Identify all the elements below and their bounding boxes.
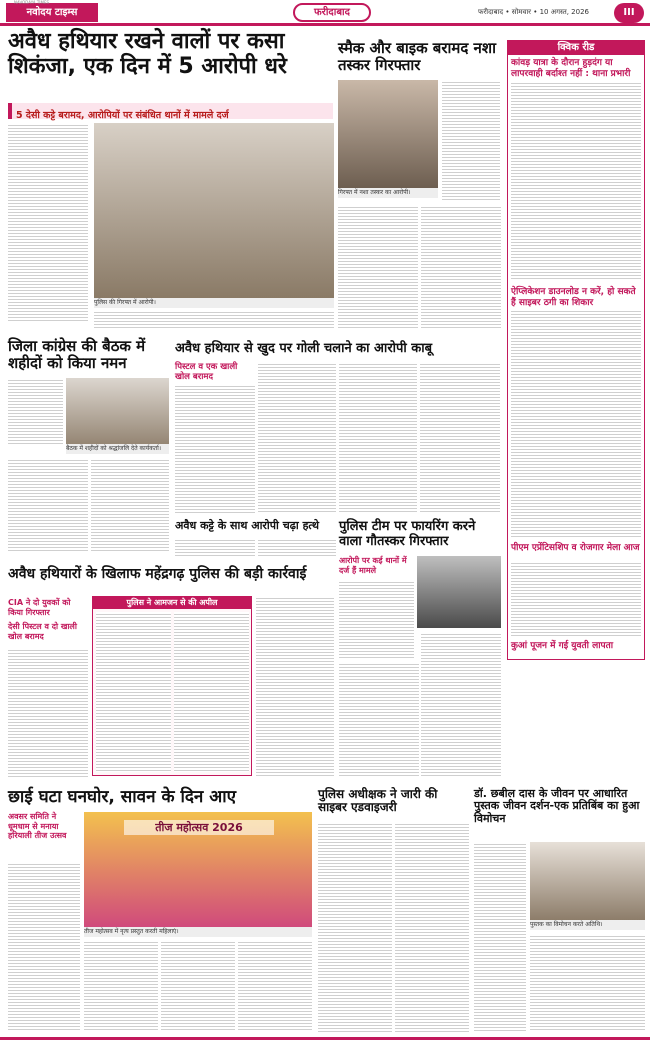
mahendragarh-box-body-b [174, 612, 249, 772]
firing-body-c [421, 632, 501, 777]
mahendragarh-box [92, 596, 252, 776]
brand-logo [6, 3, 98, 22]
rain-body-a [8, 862, 80, 1032]
mahendragarh-box-body-a [96, 612, 171, 772]
mahendragarh-box-title: पुलिस ने आमजन से की अपील [93, 597, 251, 609]
smack-photo [338, 80, 438, 188]
kattu-body-b [258, 538, 336, 556]
quick-read-item3: पीएम एप्रेंटिसशिप व रोजगार मेला आज [511, 543, 640, 553]
congress-body-b [8, 458, 88, 553]
book-photo [530, 842, 645, 920]
book-body-a [474, 842, 526, 1032]
congress-photo-caption: बैठक में शहीदों को श्रद्धांजलि देते कार्यकर्ता। [66, 444, 169, 454]
mahendragarh-body-b [256, 596, 334, 776]
congress-photo [66, 378, 169, 444]
smack-body-b [338, 205, 418, 330]
firing-photo [417, 556, 501, 628]
lead-body-row [94, 310, 334, 330]
brand-name: नवोदय टाइम्स [26, 7, 78, 18]
lead-subhead: 5 देसी कट्टे बरामद, आरोपियों पर संबंधित थानों में मामले दर्ज [16, 110, 229, 121]
city-badge [293, 3, 371, 22]
quick-read-item1: कांवड़ यात्रा के दौरान हुड़दंग या लापरवाही बर्दाश्त नहीं : थाना प्रभारी [511, 58, 631, 79]
kattu-body-a [175, 538, 255, 556]
self-shot-headline: अवैध हथियार से खुद पर गोली चलाने का आरोपी काबू [175, 341, 433, 356]
firing-body-a [339, 580, 414, 660]
self-shot-body-b [258, 362, 336, 512]
lead-photo-caption: पुलिस की गिरफ्त में आरोपी। [94, 298, 334, 308]
cyber-body-a [318, 822, 392, 1032]
book-headline: डॉ. छबील दास के जीवन पर आधारित पुस्तक जीवन दर्शन-एक प्रतिबिंब का हुआ विमोचन [474, 787, 640, 825]
mahendragarh-sub2: देसी पिस्टल व दो खाली खोल बरामद [8, 622, 77, 641]
cyber-headline: पुलिस अधीक्षक ने जारी की साइबर एडवाइजरी [318, 787, 438, 815]
rain-sub: अवसर समिति ने धूमधाम से मनाया हरियाली तीज उत्सव [8, 812, 67, 841]
smack-headline: स्मैक और बाइक बरामद नशा तस्कर गिरफ्तार [338, 39, 496, 74]
rain-headline: छाई घटा घनघोर, सावन के दिन आए [8, 787, 237, 807]
issue-date: फरीदाबाद • सोमवार • 10 अगस्त, 2026 [478, 8, 589, 16]
mahendragarh-headline: अवैध हथियारों के खिलाफ महेंद्रगढ़ पुलिस की बड़ी कार्रवाई [8, 566, 307, 582]
self-shot-body-a [175, 384, 255, 514]
smack-body-a [442, 80, 500, 200]
quick-read-body3 [511, 561, 641, 636]
rain-body-c [161, 940, 235, 1032]
firing-sub: आरोपी पर कई थानों में दर्ज हैं मामले [339, 556, 407, 575]
quick-read-box [507, 40, 645, 660]
brand-small: NAVODAYA TIMES [14, 0, 50, 5]
masthead [0, 0, 650, 26]
page-number-text: III [623, 7, 635, 18]
congress-body-c [91, 458, 169, 553]
lead-headline: अवैध हथियार रखने वालों पर कसा शिकंजा, एक दिन में 5 आरोपी धरे [8, 29, 287, 79]
quick-read-body2 [511, 309, 641, 539]
smack-body-c [421, 205, 501, 330]
page-number [614, 3, 644, 23]
rain-photo-caption: तीज महोत्सव में नृत्य प्रस्तुत करती महिलाएं। [84, 927, 312, 937]
smack-photo-caption: गिरफ्त में नशा तस्कर का आरोपी। [338, 188, 438, 198]
lead-subhead-bar [8, 103, 333, 119]
firing-body-b [339, 662, 419, 777]
quick-read-item4: कुआं पूजन में गई युवती लापता [511, 641, 614, 651]
book-body-b [530, 934, 645, 1032]
mahendragarh-body-a [8, 648, 88, 778]
firing-headline: पुलिस टीम पर फायरिंग करने वाला गौतस्कर गिरफ्तार [339, 519, 476, 549]
quick-read-body1 [511, 81, 641, 281]
congress-headline: जिला कांग्रेस की बैठक में शहीदों को किया नमन [8, 337, 146, 372]
congress-body-a [8, 378, 63, 446]
rain-body-b [84, 940, 158, 1032]
book-photo-caption: पुस्तक का विमोचन करते अतिथि। [530, 920, 645, 930]
mahendragarh-sub1: CIA ने दो युवकों को किया गिरफ्तार [8, 598, 71, 617]
rain-banner: तीज महोत्सव 2026 [124, 820, 274, 835]
quick-read-item2: ऐप्लिकेशन डाउनलोड न करें, हो सकते हैं साइबर ठगी का शिकार [511, 287, 636, 308]
lead-body-col1 [8, 123, 88, 323]
cyber-body-b [395, 822, 469, 1032]
rain-body-d [238, 940, 312, 1032]
bottom-rule [0, 1037, 650, 1040]
lead-photo [94, 123, 334, 298]
quick-read-title: क्विक रीड [508, 41, 644, 55]
self-shot-sub: पिस्टल व एक खाली खोल बरामद [175, 362, 238, 383]
self-shot-body-d [420, 362, 500, 512]
self-shot-body-c [339, 362, 417, 512]
kattu-headline: अवैध कट्टे के साथ आरोपी चढ़ा हत्थे [175, 519, 320, 532]
rain-photo [84, 812, 312, 927]
city-name: फरीदाबाद [314, 7, 350, 18]
